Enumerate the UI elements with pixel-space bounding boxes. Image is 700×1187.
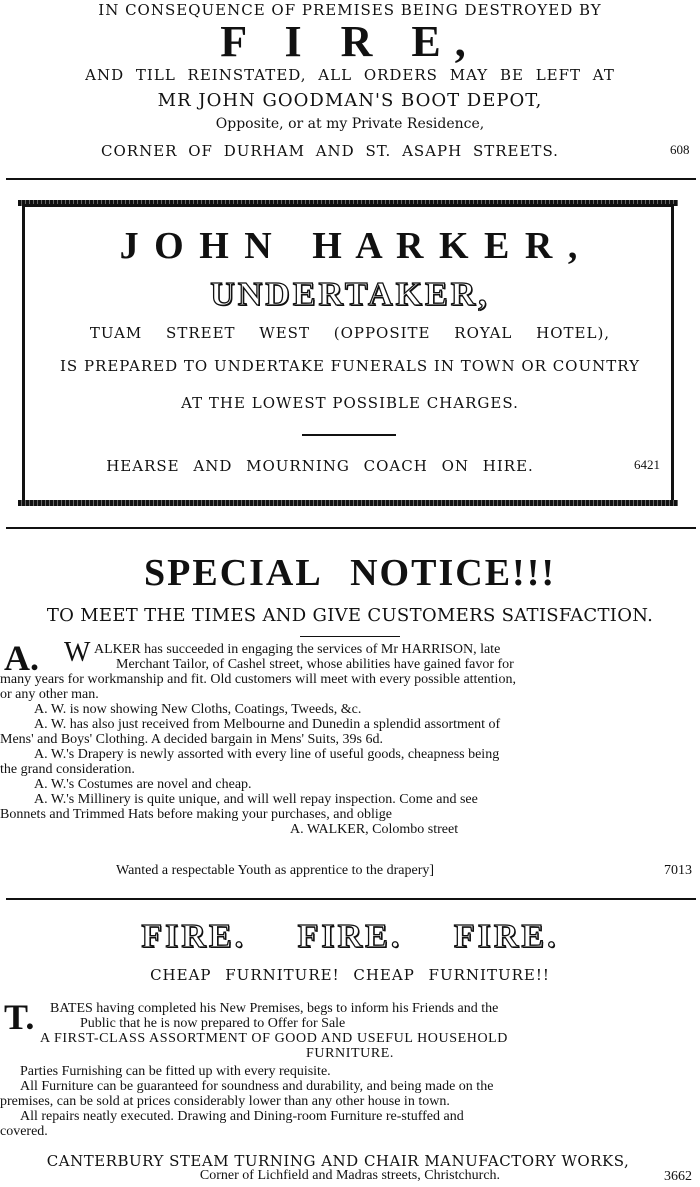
ad4-p4b: covered. bbox=[0, 1124, 48, 1139]
ad4-headline: FIRE. FIRE. FIRE. bbox=[141, 918, 559, 955]
ad1-headline: F I R E, bbox=[220, 17, 480, 66]
ad2-name: J O H N H A R K E R , bbox=[119, 225, 581, 267]
ad4-p1d: FURNITURE. bbox=[305, 1046, 395, 1061]
ad2-line1: IS PREPARED TO UNDERTAKE FUNERALS IN TOWN OR COUNTRY bbox=[59, 357, 640, 375]
short-rule bbox=[300, 636, 400, 637]
ad3-p6a: A. W.'s Millinery is quite unique, and will well repay inspection. Come and see bbox=[34, 792, 478, 807]
ad3-p6b: Bonnets and Trimmed Hats before making your purchases, and oblige bbox=[0, 807, 392, 822]
ad4-p1c: A FIRST-CLASS ASSORTMENT OF GOOD AND USEFUL HOUSEHOLD bbox=[40, 1031, 509, 1046]
ad1-line1: IN CONSEQUENCE OF PREMISES BEING DESTROYED BY bbox=[98, 1, 602, 19]
ad2-title: UNDERTAKER, bbox=[210, 276, 490, 313]
ad4-p3a: All Furniture can be guaranteed for soundness and durability, and being made on the bbox=[20, 1079, 494, 1094]
box-border-bottom bbox=[18, 500, 678, 506]
ad1-line3: AND TILL REINSTATED, ALL ORDERS MAY BE LEFT AT bbox=[85, 66, 615, 84]
ad4-footer2: Corner of Lichfield and Madras streets, Christchurch. bbox=[199, 1168, 501, 1183]
ad3-p3a: A. W. has also just received from Melbourne and Dunedin a splendid assortment of bbox=[34, 717, 501, 732]
ad4-p1a: BATES having completed his New Premises, begs to inform his Friends and the bbox=[50, 1001, 499, 1016]
ad3-p4a: A. W.'s Drapery is newly assorted with every line of useful goods, cheapness being bbox=[34, 747, 500, 762]
ad3-p3b: Mens' and Boys' Clothing. A decided bargain in Mens' Suits, 39s 6d. bbox=[0, 732, 383, 747]
ad4-p4a: All repairs neatly executed. Drawing and Dining-room Furniture re-stuffed and bbox=[20, 1109, 464, 1124]
divider bbox=[6, 898, 696, 900]
ad1-line6: CORNER OF DURHAM AND ST. ASAPH STREETS. bbox=[101, 142, 559, 160]
ad4-p3b: premises, can be sold at prices considerably lower than any other house in town. bbox=[0, 1094, 450, 1109]
ad2-number: 6421 bbox=[634, 457, 660, 472]
ad1-number: 608 bbox=[670, 142, 690, 157]
ad4-body bbox=[0, 1001, 700, 1139]
ad4-footer1: CANTERBURY STEAM TURNING AND CHAIR MANUFACTORY WORKS, bbox=[46, 1152, 630, 1170]
ad2-address: TUAM STREET WEST (OPPOSITE ROYAL HOTEL), bbox=[89, 324, 611, 342]
ad2-line3: HEARSE AND MOURNING COACH ON HIRE. bbox=[106, 457, 534, 475]
ad3-wanted: Wanted a respectable Youth as apprentice to the drapery] bbox=[116, 863, 435, 878]
short-rule bbox=[302, 434, 396, 436]
ad3-p1d: many years for workmanship and fit. Old customers will meet with every possible attention, bbox=[0, 672, 516, 687]
ad2-line2: AT THE LOWEST POSSIBLE CHARGES. bbox=[181, 394, 519, 412]
ad3-dropcap: A. bbox=[4, 638, 39, 678]
ad3-sign: A. WALKER, Colombo street bbox=[290, 822, 459, 837]
ad1-line4: MR JOHN GOODMAN'S BOOT DEPOT, bbox=[157, 90, 543, 111]
divider bbox=[6, 178, 696, 180]
ad3-p1e: or any other man. bbox=[0, 687, 99, 702]
ad1-line5: Opposite, or at my Private Residence, bbox=[215, 116, 485, 132]
ad4-subhead: CHEAP FURNITURE! CHEAP FURNITURE!! bbox=[150, 966, 550, 984]
ad4-dropcap: T. bbox=[4, 997, 35, 1037]
ad3-subhead: TO MEET THE TIMES AND GIVE CUSTOMERS SATISFACTION. bbox=[46, 605, 654, 626]
ad3-p1c: Merchant Tailor, of Cashel street, whose abilities have gained favor for bbox=[116, 657, 514, 672]
ad4-p2: Parties Furnishing can be fitted up with every requisite. bbox=[20, 1064, 331, 1079]
ad3-p4b: the grand consideration. bbox=[0, 762, 135, 777]
divider bbox=[6, 527, 696, 529]
ad3-headline: SPECIAL NOTICE!!! bbox=[144, 552, 556, 594]
ad3-number: 7013 bbox=[664, 863, 692, 878]
ad3-dropcap-w: W bbox=[64, 637, 91, 668]
ad3-p2: A. W. is now showing New Cloths, Coatings, Tweeds, &c. bbox=[34, 702, 362, 717]
ad3-body bbox=[0, 642, 700, 837]
ad3-p1b: ALKER has succeeded in engaging the services of Mr HARRISON, late bbox=[94, 642, 501, 657]
ad4-p1b: Public that he is now prepared to Offer for Sale bbox=[80, 1016, 346, 1031]
ad4-number: 3662 bbox=[664, 1169, 692, 1184]
ad3-p5: A. W.'s Costumes are novel and cheap. bbox=[34, 777, 252, 792]
